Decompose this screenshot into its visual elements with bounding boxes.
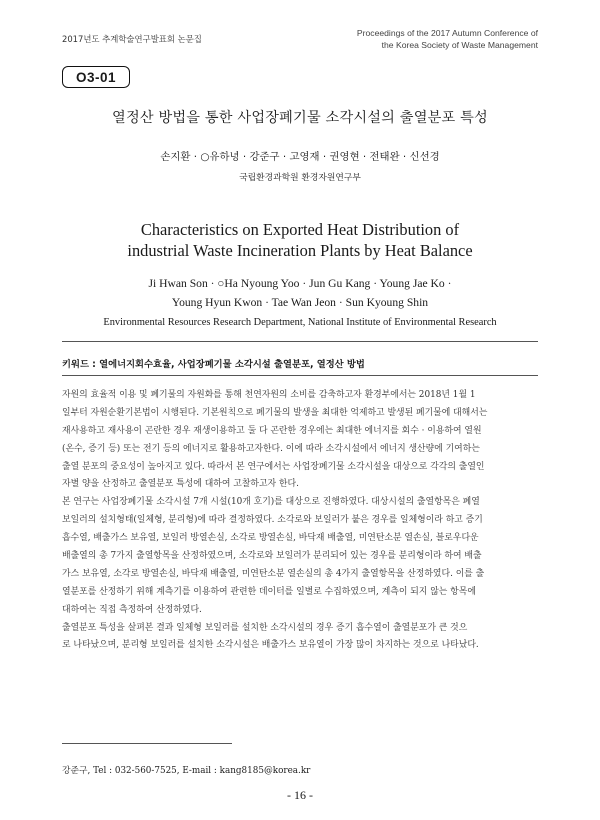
english-title-line1: Characteristics on Exported Heat Distribution of [140,220,460,239]
footnote-contact: 강준구, Tel : 032-560-7525, E-mail : kang8185@korea.kr [62,766,311,776]
english-title [0,219,600,261]
body-line: 출열 분포의 중요성이 높아지고 있다. 따라서 본 연구에서는 사업장폐기물 소각시설을 대상으로 각각의 출열인 [62,461,485,472]
page-number: - 16 - [287,788,313,802]
header-right-line1: Proceedings of the 2017 Autumn Conference of [356,28,538,38]
body-line: 보일러의 설치형태(일체형, 분리형)에 따라 결정하였다. 소각로와 보일러가 붙은 경우를 일체형이라 하고 증기 [62,515,483,526]
body-line: 재사용하고 재사용이 곤란한 경우 재생이용하고 둘 다 곤란한 경우에는 최대한 에너지를 회수 · 이용하여 열원 [62,425,482,436]
running-header-left: 2017년도 추계학술연구발표회 논문집 [62,34,202,44]
body-line: 일부터 자원순환기본법이 시행된다. 기본원칙으로 폐기물의 발생을 최대한 억제하고 발생된 폐기물에 대해서는 [62,407,488,418]
body-line: 가스 보유열, 소각로 방열손실, 바닥재 배출열, 미연탄소분 열손실의 총 4가지 출열항목을 산정하였다. 이를 출 [62,568,485,579]
keywords: 키워드 : 열에너지회수효율, 사업장폐기물 소각시설 출열분포, 열정산 방법 [62,359,365,370]
english-authors-line2: Young Hyun Kwon · Tae Wan Jeon · Sun Kyoung Shin [171,295,429,309]
english-authors [0,275,600,312]
korean-authors: 손지환 · ○유하녕 · 강준구 · 고영재 · 권영현 · 전태완 · 신선경 [160,151,440,163]
header-right-line2: the Korea Society of Waste Management [381,39,538,50]
english-title-line2: industrial Waste Incineration Plants by Heat Balance [127,241,473,260]
divider-top [62,341,538,342]
body-line: 자별 양을 산정하고 출열분포 특성에 대하여 고찰하고자 한다. [62,479,299,490]
body-line: 흡수열, 배출가스 보유열, 보일러 방열손실, 소각로 방열손실, 바닥재 배출열, 미연탄소분 열손실, 블로우다운 [62,533,479,544]
footnote-rule [62,743,232,744]
body-line: 본 연구는 사업장폐기물 소각시설 7개 시설(10개 호기)를 대상으로 진행하였다. 대상시설의 출열항목은 폐열 [62,497,480,508]
body-line: 자원의 효율적 이용 및 폐기물의 자원화를 통해 천연자원의 소비를 감축하고자 환경부에서는 2018년 1월 1 [62,390,476,400]
english-affiliation: Environmental Resources Research Department, National Institute of Environmental Research [103,317,497,328]
body-line: 대하여는 직접 측정하여 산정하였다. [62,604,202,615]
body-line: 출열분포 특성을 살펴본 결과 일체형 보일러를 설치한 소각시설의 경우 증기 흡수열이 출열분포가 큰 것으 [62,622,468,633]
body-line: 로 나타났으며, 분리형 보일러를 설치한 소각시설은 배출가스 보유열이 가장 많이 차지하는 것으로 나타났다. [62,640,479,651]
body-line: 배출열의 총 7가지 출열항목을 산정하였으며, 소각로와 보일러가 분리되어 있는 경우를 분리형이라 하여 배출 [62,551,482,562]
body-line: (온수, 증기 등) 또는 전기 등의 에너지로 활용하고자한다. 이에 따라 소각시설에서 에너지 생산량에 기여하는 [62,443,480,454]
paper-code-badge: O3-01 [62,66,130,88]
english-authors-line1: Ji Hwan Son · ○Ha Nyoung Yoo · Jun Gu Kang · Young Jae Ko · [148,277,452,290]
korean-affiliation: 국립환경과학원 환경자원연구부 [239,173,361,183]
body-line: 열분포를 산정하기 위해 계측기를 이용하여 관련한 데이터를 일별로 수집하였으며, 계측이 되지 않는 항목에 [62,586,476,597]
abstract-body [62,387,538,655]
running-header-right [357,28,538,51]
divider-keywords [62,375,538,376]
korean-title: 열정산 방법을 통한 사업장폐기물 소각시설의 출열분포 특성 [112,110,488,126]
